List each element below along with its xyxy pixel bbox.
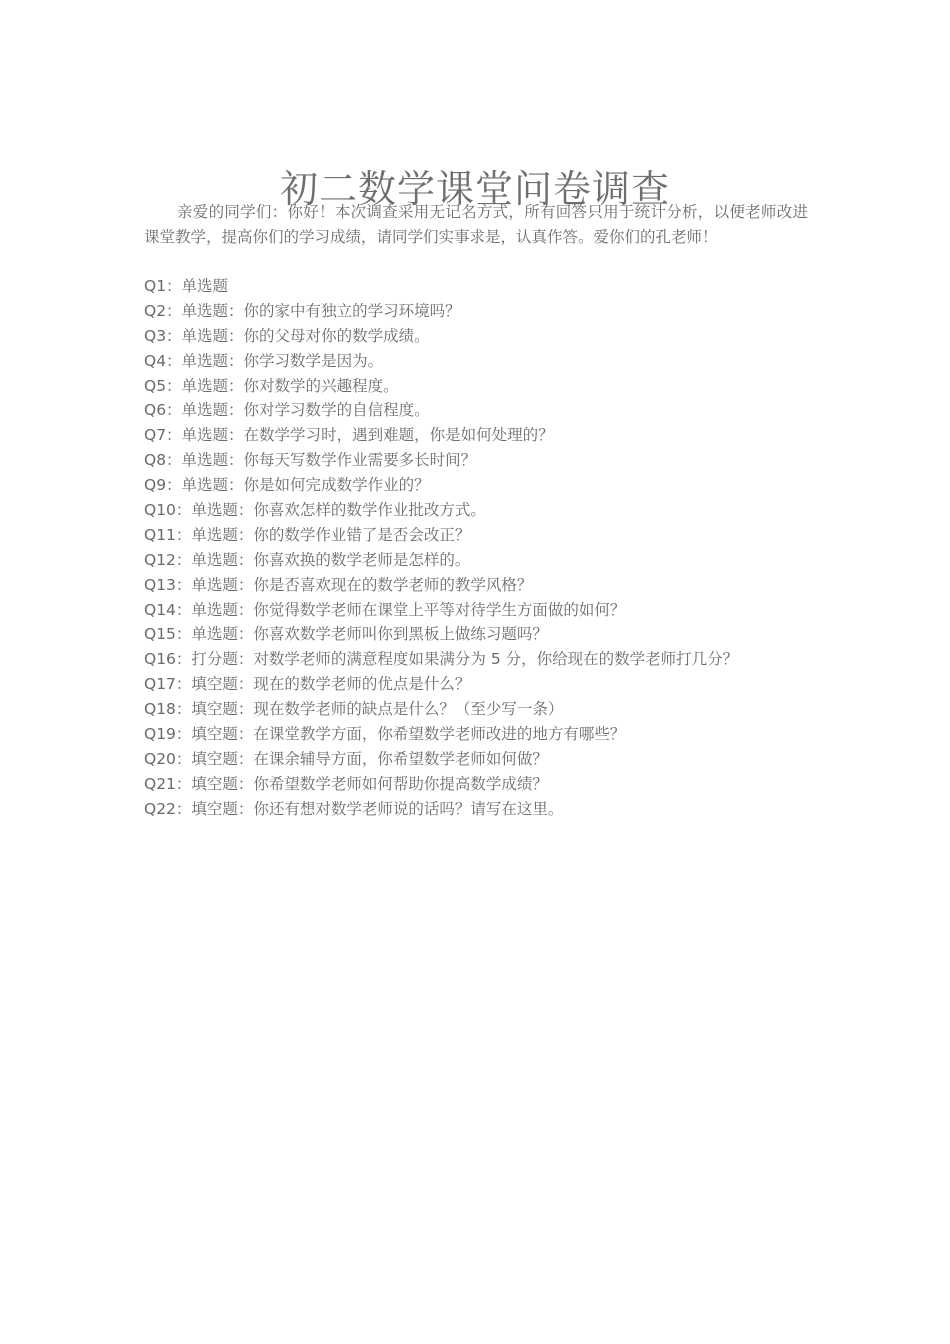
question-item: Q11：单选题：你的数学作业错了是否会改正？ <box>144 525 471 544</box>
question-item: Q22：填空题：你还有想对数学老师说的话吗？请写在这里。 <box>144 799 564 818</box>
question-item: Q4：单选题：你学习数学是因为。 <box>144 351 384 370</box>
question-item: Q17：填空题：现在的数学老师的优点是什么？ <box>144 675 471 694</box>
question-item: Q1：单选题 <box>144 277 229 295</box>
question-item: Q20：填空题：在课余辅导方面，你希望数学老师如何做？ <box>144 749 548 768</box>
question-item: Q16：打分题：对数学老师的满意程度如果满分为 5 分，你给现在的数学老师打几分？ <box>144 650 739 669</box>
question-item: Q14：单选题：你觉得数学老师在课堂上平等对待学生方面做的如何？ <box>144 600 626 619</box>
question-item: Q5：单选题：你对数学的兴趣程度。 <box>144 376 399 395</box>
question-item: Q10：单选题：你喜欢怎样的数学作业批改方式。 <box>144 501 486 520</box>
question-item: Q18：填空题：现在数学老师的缺点是什么？（至少写一条） <box>144 700 564 719</box>
page-title: 初二数学课堂问卷调查 <box>279 167 670 212</box>
question-item: Q12：单选题：你喜欢换的数学老师是怎样的。 <box>144 550 471 569</box>
question-item: Q9：单选题：你是如何完成数学作业的？ <box>144 476 430 495</box>
question-item: Q2：单选题：你的家中有独立的学习环境吗？ <box>144 301 461 320</box>
question-item: Q6：单选题：你对学习数学的自信程度。 <box>144 401 430 420</box>
question-item: Q19：填空题：在课堂教学方面，你希望数学老师改进的地方有哪些？ <box>144 725 626 744</box>
question-list <box>144 274 824 822</box>
intro-paragraph: 亲爱的同学们：你好！本次调查采用无记名方式，所有回答只用于统计分析，以便老师改进课堂教学，提高你们的学习成绩，请同学们实事求是，认真作答。爱你们的孔老师！ <box>144 203 808 246</box>
question-item: Q15：单选题：你喜欢数学老师叫你到黑板上做练习题吗？ <box>144 625 548 644</box>
question-item: Q3：单选题：你的父母对你的数学成绩。 <box>144 326 430 345</box>
question-item: Q21：填空题：你希望数学老师如何帮助你提高数学成绩？ <box>144 774 548 793</box>
question-item: Q7：单选题：在数学学习时，遇到难题，你是如何处理的？ <box>144 426 554 445</box>
question-item: Q8：单选题：你每天写数学作业需要多长时间？ <box>144 451 477 470</box>
question-item: Q13：单选题：你是否喜欢现在的数学老师的教学风格？ <box>144 575 533 594</box>
